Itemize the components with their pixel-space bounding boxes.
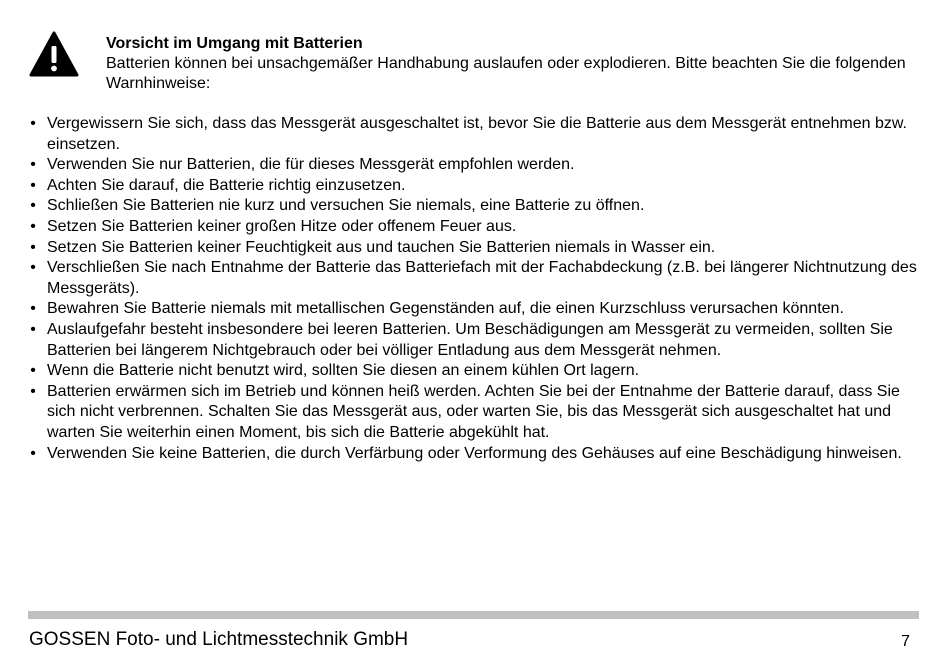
warning-item [26, 299, 921, 320]
warning-triangle-icon [29, 31, 79, 77]
warning-text: Schließen Sie Batterien nie kurz und versuchen Sie niemals, eine Batterie zu öffnen. [47, 197, 645, 215]
warning-text: Auslaufgefahr besteht insbesondere bei leeren Batterien. Um Beschädigungen am Messgerät zu vermeiden, sollten Sie Batterien bei längerem Nichtgebrauch oder bei völliger Entladung aus dem Messgerät nehmen. [47, 320, 893, 359]
warning-item [26, 114, 921, 155]
bullet-icon: • [30, 238, 36, 256]
warning-item [26, 217, 921, 238]
warning-text: Wenn die Batterie nicht benutzt wird, sollten Sie diesen an einem kühlen Ort lagern. [47, 362, 640, 380]
page-number: 7 [901, 633, 910, 650]
footer-rule [28, 611, 919, 619]
warning-item [26, 382, 921, 444]
bullet-icon: • [30, 259, 36, 277]
warning-text: Verwenden Sie nur Batterien, die für dieses Messgerät empfohlen werden. [47, 156, 575, 174]
warning-text: Vergewissern Sie sich, dass das Messgerät ausgeschaltet ist, bevor Sie die Batterie aus dem Messgerät entnehmen bzw. einsetzen. [47, 115, 907, 153]
warning-item [26, 196, 921, 217]
warning-text: Setzen Sie Batterien keiner Feuchtigkeit aus und tauchen Sie Batterien niemals in Wasser ein. [47, 238, 716, 256]
footer-company: GOSSEN Foto- und Lichtmesstechnik GmbH [29, 629, 409, 650]
warning-item [26, 176, 921, 197]
warning-item [26, 155, 921, 176]
warning-item [26, 320, 921, 361]
warning-list [26, 114, 921, 464]
bullet-icon: • [30, 362, 36, 380]
bullet-icon: • [30, 320, 36, 338]
battery-caution-header [106, 34, 926, 94]
bullet-icon: • [30, 444, 36, 462]
bullet-icon: • [30, 197, 36, 215]
section-title: Vorsicht im Umgang mit Batterien [106, 35, 363, 52]
bullet-icon: • [30, 156, 36, 174]
warning-text: Verschließen Sie nach Entnahme der Batterie das Batteriefach mit der Fachabdeckung (z.B. bei längerer Nichtnutzung des Messgeräts). [47, 259, 917, 297]
warning-item [26, 361, 921, 382]
section-intro: Batterien können bei unsachgemäßer Handhabung auslaufen oder explodieren. Bitte beachten Sie die folgenden Warnhinweise: [106, 55, 906, 92]
bullet-icon: • [30, 300, 36, 318]
bullet-icon: • [30, 217, 36, 235]
warning-text: Batterien erwärmen sich im Betrieb und können heiß werden. Achten Sie bei der Entnahme der Batterie darauf, dass Sie sich nicht verbrennen. Schalten Sie das Messgerät aus, oder warten Sie, bis das Messgerät sich ausgeschaltet hat und warten Sie weiterhin einen Moment, bis sich die Batterie abgekühlt hat. [47, 382, 900, 441]
warning-text: Setzen Sie Batterien keiner großen Hitze oder offenem Feuer aus. [47, 217, 517, 235]
bullet-icon: • [30, 115, 36, 132]
bullet-icon: • [30, 382, 36, 400]
warning-text: Verwenden Sie keine Batterien, die durch Verfärbung oder Verformung des Gehäuses auf eine Beschädigung hinweisen. [47, 444, 902, 462]
warning-text: Achten Sie darauf, die Batterie richtig einzusetzen. [47, 176, 406, 194]
bullet-icon: • [30, 176, 36, 194]
warning-item [26, 238, 921, 259]
warning-item [26, 444, 921, 465]
warning-text: Bewahren Sie Batterie niemals mit metallischen Gegenständen auf, die einen Kurzschluss verursachen könnten. [47, 300, 844, 318]
warning-item [26, 258, 921, 299]
